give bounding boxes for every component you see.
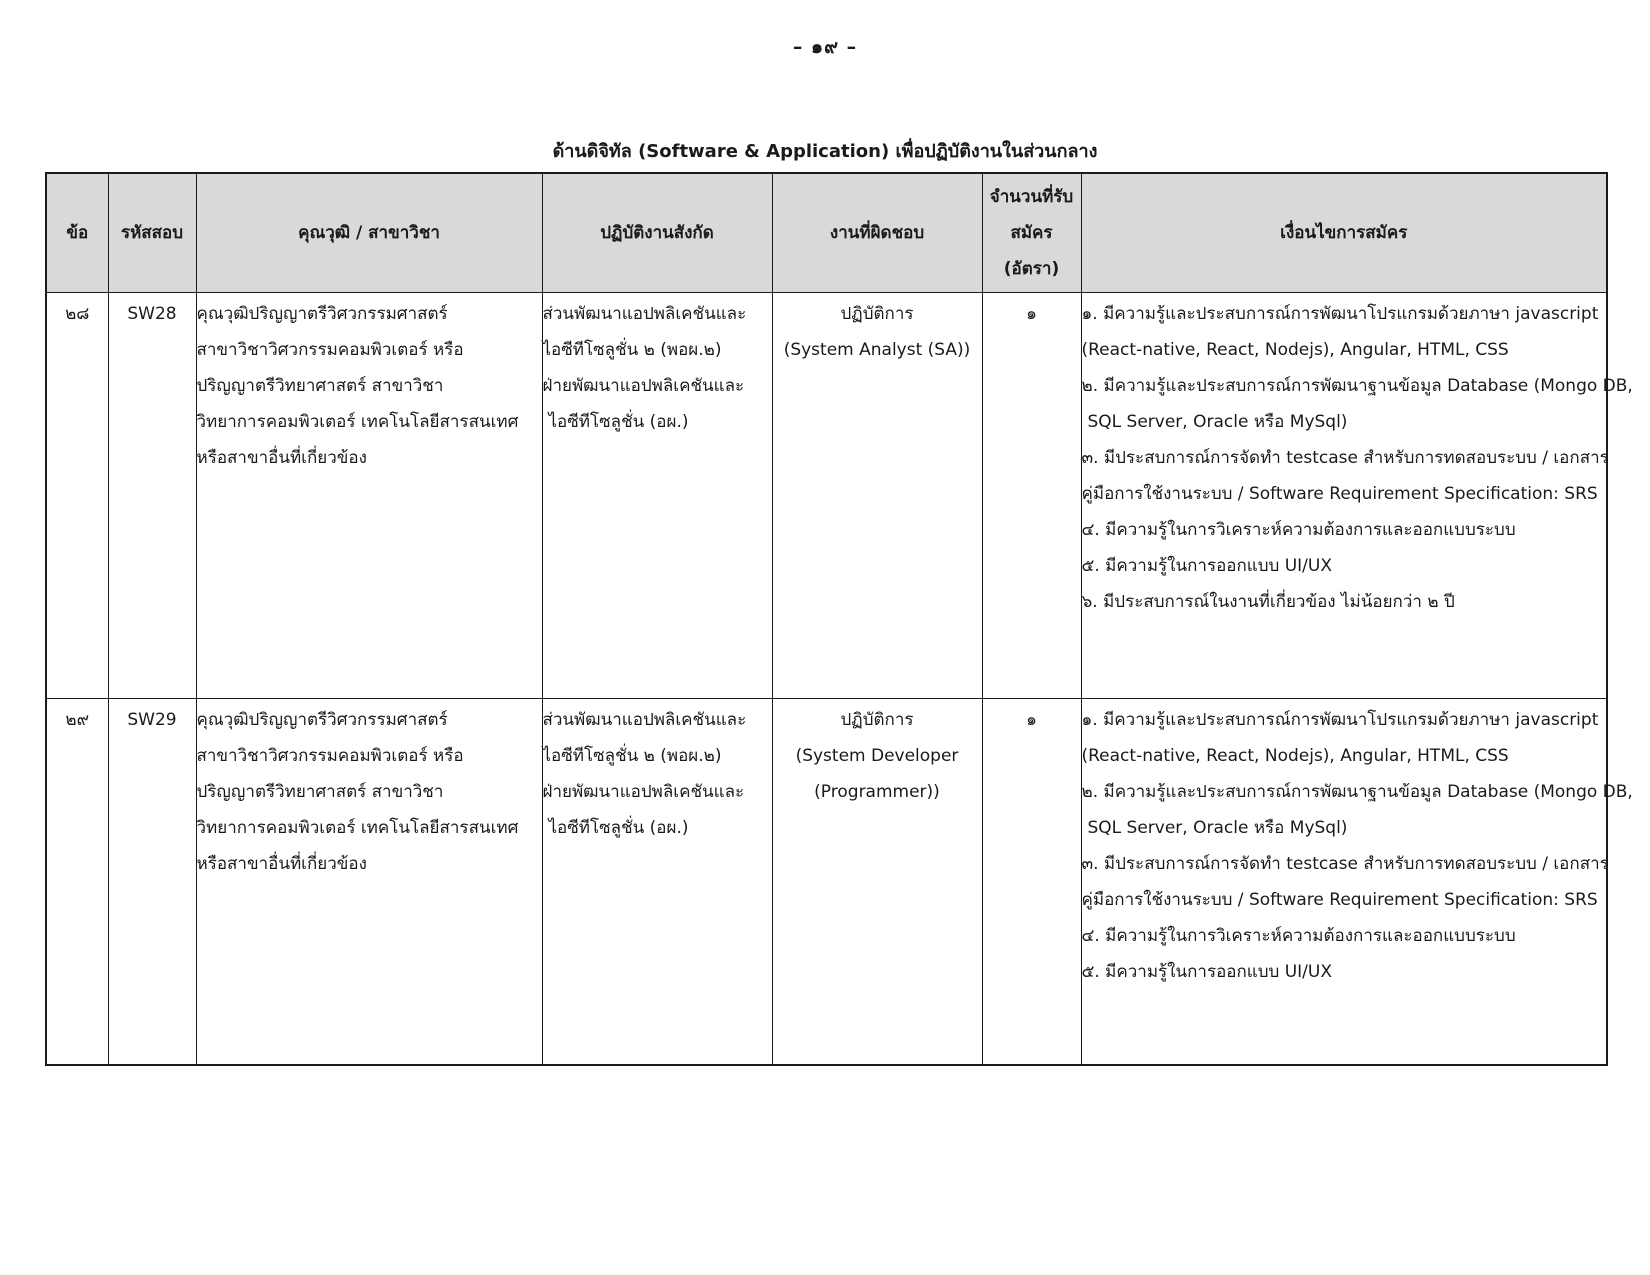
header-department: ปฏิบัติงานสังกัด (542, 173, 772, 293)
condition-line: ๖. มีประสบการณ์ในงานที่เกี่ยวข้อง ไม่น้อยกว่า ๒ ปี (1081, 592, 1455, 612)
qualification-line: ปริญญาตรีวิทยาศาสตร์ สาขาวิชา (196, 782, 444, 802)
job-line: (Programmer)) (814, 782, 940, 802)
cell-conditions (1081, 293, 1633, 699)
header-count-line: สมัคร (1010, 223, 1053, 243)
qualification-line: สาขาวิชาวิศวกรรมคอมพิวเตอร์ หรือ (196, 746, 464, 766)
header-conditions: เงื่อนไขการสมัคร (1081, 173, 1607, 293)
job-line: ปฏิบัติการ (840, 710, 914, 730)
cell-department (542, 699, 772, 1066)
department-line: ฝ่ายพัฒนาแอปพลิเคชันและ (542, 376, 745, 396)
job-line: ปฏิบัติการ (840, 304, 914, 324)
condition-line: ๔. มีความรู้ในการวิเคราะห์ความต้องการและออกแบบระบบ (1081, 520, 1516, 540)
department-line: ไอซีทีโซลูชั่น ๒ (พอผ.๒) (542, 746, 722, 766)
cell-job (772, 293, 982, 699)
cell-code: SW29 (108, 699, 196, 1066)
positions-table (45, 172, 1633, 1066)
condition-line: ๒. มีความรู้และประสบการณ์การพัฒนาฐานข้อมูล Database (Mongo DB, (1081, 376, 1633, 396)
header-no: ข้อ (46, 173, 108, 293)
table-header-row (46, 173, 1607, 293)
cell-no: ๒๙ (46, 699, 108, 1066)
qualification-line: คุณวุฒิปริญญาตรีวิศวกรรมศาสตร์ (196, 304, 448, 324)
cell-count: ๑ (982, 699, 1081, 1066)
header-job: งานที่ผิดชอบ (772, 173, 982, 293)
condition-line: SQL Server, Oracle หรือ MySql) (1087, 412, 1348, 432)
condition-line: (React-native, React, Nodejs), Angular, HTML, CSS (1081, 340, 1509, 360)
job-line: (System Developer (795, 746, 959, 766)
department-line: ไอซีทีโซลูชั่น (อผ.) (548, 818, 689, 838)
cell-conditions (1081, 699, 1633, 1066)
condition-line: SQL Server, Oracle หรือ MySql) (1087, 818, 1348, 838)
qualification-line: หรือสาขาอื่นที่เกี่ยวข้อง (196, 854, 367, 874)
cell-job (772, 699, 982, 1066)
condition-line: คู่มือการใช้งานระบบ / Software Requirement Specification: SRS (1081, 484, 1598, 504)
qualification-line: หรือสาขาอื่นที่เกี่ยวข้อง (196, 448, 367, 468)
condition-line: ๑. มีความรู้และประสบการณ์การพัฒนาโปรแกรมด้วยภาษา javascript (1081, 304, 1599, 324)
condition-line: ๑. มีความรู้และประสบการณ์การพัฒนาโปรแกรมด้วยภาษา javascript (1081, 710, 1599, 730)
qualification-line: ปริญญาตรีวิทยาศาสตร์ สาขาวิชา (196, 376, 444, 396)
condition-line: ๒. มีความรู้และประสบการณ์การพัฒนาฐานข้อมูล Database (Mongo DB, (1081, 782, 1633, 802)
cell-qualification (196, 293, 542, 699)
department-line: ไอซีทีโซลูชั่น ๒ (พอผ.๒) (542, 340, 722, 360)
table-title: ด้านดิจิทัล (Software & Application) เพื่อปฏิบัติงานในส่วนกลาง (552, 141, 1098, 162)
qualification-line: วิทยาการคอมพิวเตอร์ เทคโนโลยีสารสนเทศ (196, 412, 519, 432)
job-line: (System Analyst (SA)) (783, 340, 971, 360)
header-count-line: จำนวนที่รับ (989, 187, 1074, 207)
condition-line: ๓. มีประสบการณ์การจัดทำ testcase สำหรับการทดสอบระบบ / เอกสาร (1081, 448, 1609, 468)
department-line: ฝ่ายพัฒนาแอปพลิเคชันและ (542, 782, 745, 802)
condition-line: คู่มือการใช้งานระบบ / Software Requirement Specification: SRS (1081, 890, 1598, 910)
cell-count: ๑ (982, 293, 1081, 699)
qualification-line: คุณวุฒิปริญญาตรีวิศวกรรมศาสตร์ (196, 710, 448, 730)
header-qualification: คุณวุฒิ / สาขาวิชา (196, 173, 542, 293)
condition-line: ๕. มีความรู้ในการออกแบบ UI/UX (1081, 556, 1333, 576)
qualification-line: สาขาวิชาวิศวกรรมคอมพิวเตอร์ หรือ (196, 340, 464, 360)
table-row (46, 293, 1607, 699)
condition-line: ๔. มีความรู้ในการวิเคราะห์ความต้องการและออกแบบระบบ (1081, 926, 1516, 946)
department-line: ส่วนพัฒนาแอปพลิเคชันและ (542, 710, 747, 730)
department-line: ส่วนพัฒนาแอปพลิเคชันและ (542, 304, 747, 324)
condition-line: (React-native, React, Nodejs), Angular, HTML, CSS (1081, 746, 1509, 766)
cell-qualification (196, 699, 542, 1066)
header-count (982, 173, 1081, 293)
page-number: – ๑๙ – (792, 36, 858, 58)
header-count-line: (อัตรา) (1003, 259, 1060, 279)
cell-department (542, 293, 772, 699)
condition-line: ๓. มีประสบการณ์การจัดทำ testcase สำหรับการทดสอบระบบ / เอกสาร (1081, 854, 1609, 874)
condition-line: ๕. มีความรู้ในการออกแบบ UI/UX (1081, 962, 1333, 982)
table-row (46, 699, 1607, 1066)
cell-no: ๒๘ (46, 293, 108, 699)
department-line: ไอซีทีโซลูชั่น (อผ.) (548, 412, 689, 432)
header-code: รหัสสอบ (108, 173, 196, 293)
cell-code: SW28 (108, 293, 196, 699)
qualification-line: วิทยาการคอมพิวเตอร์ เทคโนโลยีสารสนเทศ (196, 818, 519, 838)
